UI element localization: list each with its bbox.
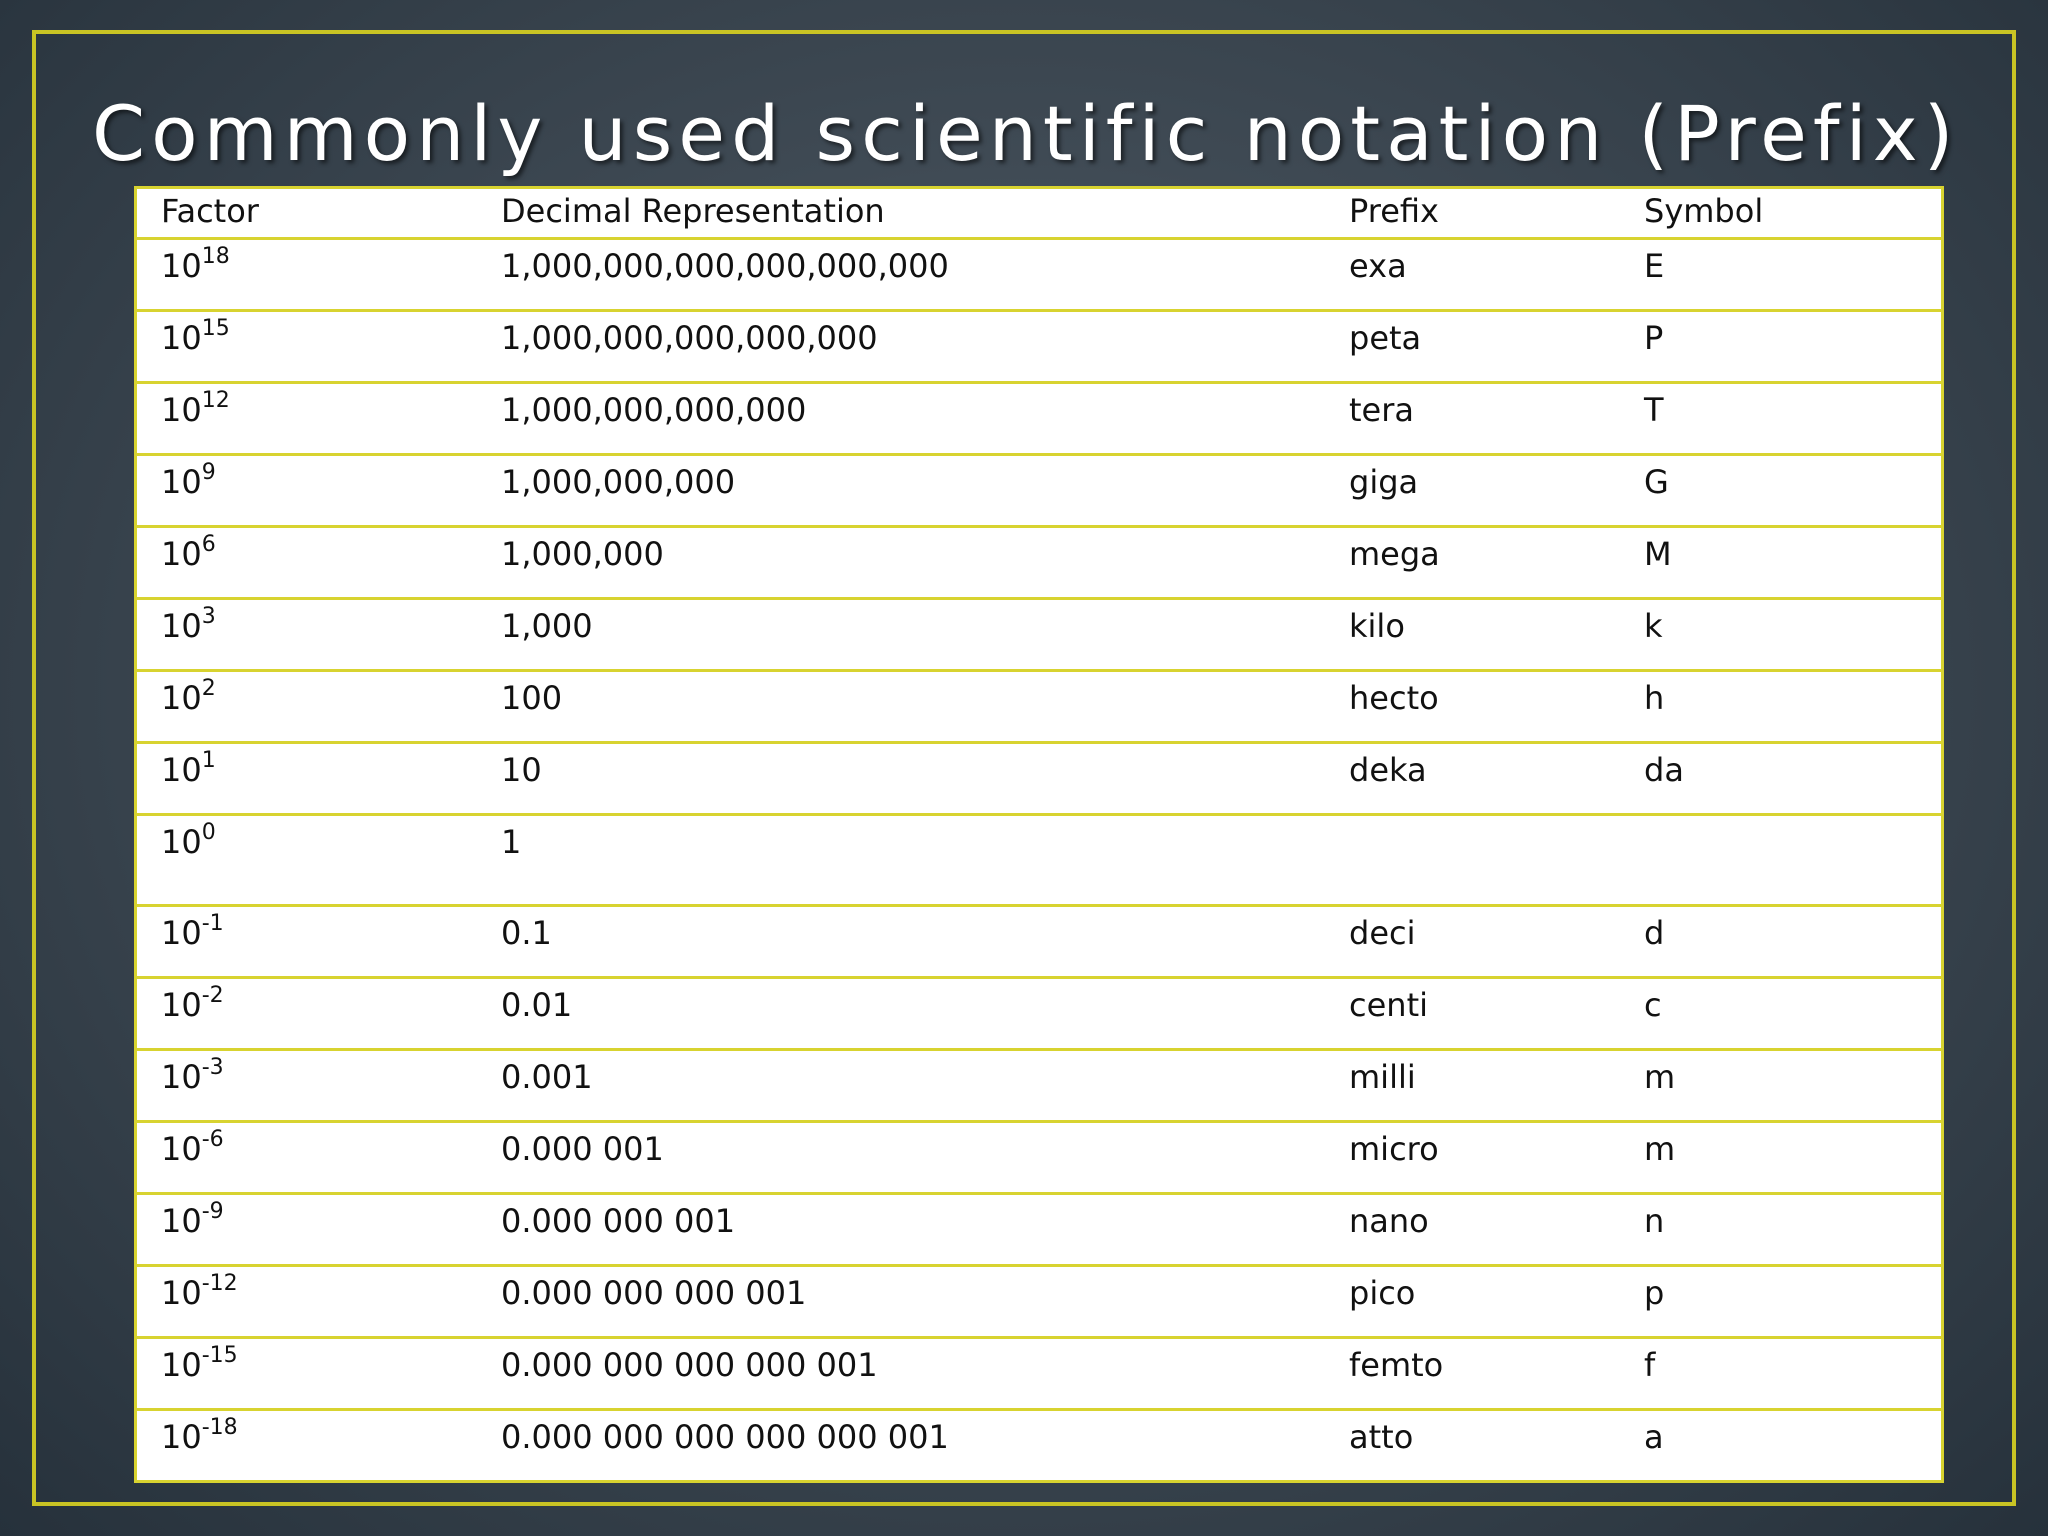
table-row [136,383,1943,455]
decimal-cell: 0.001 [501,1050,1349,1122]
factor-exponent: -18 [201,1415,238,1441]
factor-cell [136,978,502,1050]
factor-cell [136,743,502,815]
decimal-cell: 0.000 000 000 000 001 [501,1338,1349,1410]
decimal-cell: 0.1 [501,906,1349,978]
table-row [136,527,1943,599]
factor-cell [136,599,502,671]
factor-base: 10 [161,679,202,717]
symbol-cell: M [1644,527,1943,599]
factor-exponent: -12 [201,1271,238,1297]
prefix-cell: deci [1349,906,1644,978]
decimal-cell: 1,000,000,000,000 [501,383,1349,455]
factor-exponent: 2 [201,676,216,702]
prefix-cell: hecto [1349,671,1644,743]
header-symbol: Symbol [1644,188,1943,239]
table-row [136,239,1943,311]
symbol-cell: f [1644,1338,1943,1410]
decimal-cell: 1,000,000,000,000,000,000 [501,239,1349,311]
table-row [136,1050,1943,1122]
prefix-cell: pico [1349,1266,1644,1338]
table-row [136,815,1943,906]
factor-base: 10 [161,607,202,645]
factor-cell [136,311,502,383]
factor-cell [136,1050,502,1122]
prefix-cell: kilo [1349,599,1644,671]
table-row [136,1122,1943,1194]
symbol-cell: h [1644,671,1943,743]
prefix-cell: deka [1349,743,1644,815]
table-row [136,455,1943,527]
factor-base: 10 [161,1418,202,1456]
table-row [136,978,1943,1050]
decimal-cell: 1,000 [501,599,1349,671]
factor-cell [136,239,502,311]
prefix-cell: milli [1349,1050,1644,1122]
factor-cell [136,671,502,743]
table-header-row [136,188,1943,239]
symbol-cell: P [1644,311,1943,383]
factor-exponent: 1 [201,748,216,774]
symbol-cell: m [1644,1050,1943,1122]
factor-base: 10 [161,914,202,952]
decimal-cell: 0.000 000 001 [501,1194,1349,1266]
symbol-cell: d [1644,906,1943,978]
table-row [136,671,1943,743]
prefix-cell: micro [1349,1122,1644,1194]
factor-exponent: -9 [201,1199,224,1225]
symbol-cell: k [1644,599,1943,671]
prefix-cell: giga [1349,455,1644,527]
factor-base: 10 [161,751,202,789]
factor-exponent: -15 [201,1343,238,1369]
factor-base: 10 [161,463,202,501]
factor-cell [136,1194,502,1266]
table-row [136,311,1943,383]
factor-exponent: 18 [201,244,230,270]
decimal-cell: 1,000,000,000,000,000 [501,311,1349,383]
factor-cell [136,906,502,978]
decimal-cell: 0.000 001 [501,1122,1349,1194]
symbol-cell [1644,815,1943,906]
symbol-cell: G [1644,455,1943,527]
prefix-cell: mega [1349,527,1644,599]
factor-base: 10 [161,319,202,357]
table-row [136,906,1943,978]
symbol-cell: c [1644,978,1943,1050]
decimal-cell: 1,000,000,000 [501,455,1349,527]
factor-base: 10 [161,1346,202,1384]
table-row [136,743,1943,815]
header-prefix: Prefix [1349,188,1644,239]
symbol-cell: m [1644,1122,1943,1194]
symbol-cell: E [1644,239,1943,311]
prefix-cell: exa [1349,239,1644,311]
prefix-cell: centi [1349,978,1644,1050]
prefix-cell [1349,815,1644,906]
header-factor: Factor [136,188,502,239]
prefix-cell: nano [1349,1194,1644,1266]
factor-cell [136,815,502,906]
slide-title: Commonly used scientific notation (Prefix) [92,89,1960,178]
factor-exponent: 6 [201,532,216,558]
table-row [136,599,1943,671]
factor-base: 10 [161,986,202,1024]
factor-base: 10 [161,1130,202,1168]
factor-exponent: -3 [201,1055,224,1081]
table-row [136,1266,1943,1338]
factor-base: 10 [161,1202,202,1240]
factor-cell [136,383,502,455]
symbol-cell: da [1644,743,1943,815]
factor-cell [136,1410,502,1482]
factor-base: 10 [161,823,202,861]
factor-base: 10 [161,535,202,573]
factor-cell [136,1266,502,1338]
factor-exponent: 9 [201,460,216,486]
symbol-cell: a [1644,1410,1943,1482]
prefix-cell: peta [1349,311,1644,383]
prefix-cell: tera [1349,383,1644,455]
factor-exponent: 0 [201,820,216,846]
factor-exponent: 3 [201,604,216,630]
decimal-cell: 0.000 000 000 000 000 001 [501,1410,1349,1482]
factor-exponent: 15 [201,316,230,342]
decimal-cell: 1,000,000 [501,527,1349,599]
factor-exponent: -1 [201,911,224,937]
factor-base: 10 [161,1058,202,1096]
factor-exponent: -6 [201,1127,224,1153]
prefix-cell: femto [1349,1338,1644,1410]
decimal-cell: 100 [501,671,1349,743]
factor-cell [136,1338,502,1410]
decimal-cell: 0.000 000 000 001 [501,1266,1349,1338]
prefix-table [134,186,1944,1483]
table-row [136,1410,1943,1482]
header-decimal: Decimal Representation [501,188,1349,239]
prefix-cell: atto [1349,1410,1644,1482]
decimal-cell: 1 [501,815,1349,906]
factor-cell [136,455,502,527]
table-row [136,1338,1943,1410]
symbol-cell: p [1644,1266,1943,1338]
factor-base: 10 [161,247,202,285]
factor-base: 10 [161,1274,202,1312]
decimal-cell: 10 [501,743,1349,815]
factor-cell [136,527,502,599]
factor-exponent: 12 [201,388,230,414]
factor-exponent: -2 [201,983,224,1009]
symbol-cell: T [1644,383,1943,455]
factor-base: 10 [161,391,202,429]
decimal-cell: 0.01 [501,978,1349,1050]
symbol-cell: n [1644,1194,1943,1266]
table-row [136,1194,1943,1266]
factor-cell [136,1122,502,1194]
